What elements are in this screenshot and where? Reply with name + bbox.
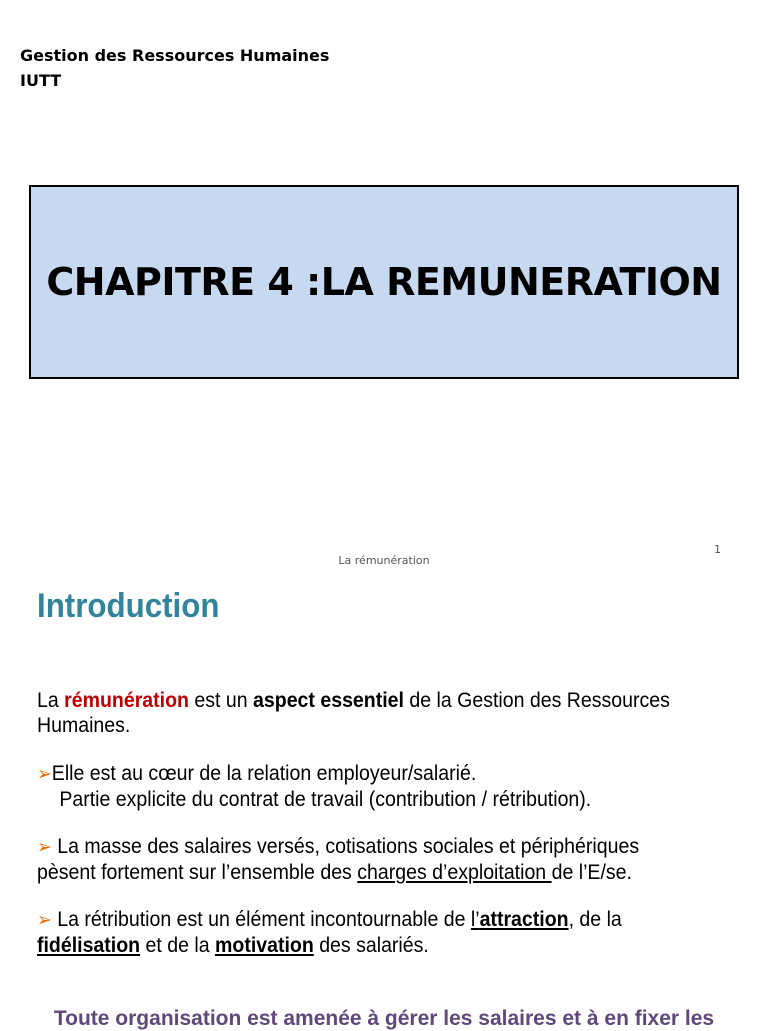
arrow-bullet-icon: ➢ — [37, 837, 52, 858]
paragraph-1 — [37, 688, 688, 738]
text: La rétribution est un élément incontournable de — [51, 908, 471, 931]
text: l’ — [470, 908, 480, 931]
text: des salariés. — [313, 934, 429, 957]
text: de l’E/se. — [551, 861, 632, 884]
page-number: 1 — [714, 543, 721, 556]
conclusion-text: Toute organisation est amenée à gérer les salaires et à en fixer les — [53, 1007, 715, 1030]
text: La masse des salaires versés, cotisations sociales et périphériques pèsent fortement sur l’ensemble des — [37, 835, 640, 884]
bullet-1-line2: Partie explicite du contrat de travail (contribution / rétribution). — [59, 788, 592, 811]
bullet-3 — [37, 907, 688, 958]
bullet-1 — [37, 761, 688, 812]
keyword-fidelisation: fidélisation — [37, 934, 141, 957]
text: de la Gestion des Ressources Humaines. — [37, 689, 670, 737]
text: est un — [188, 689, 254, 712]
keyword-remuneration: rémunération — [64, 689, 189, 712]
text: et de la — [140, 934, 216, 957]
text: La — [37, 689, 65, 712]
course-name: Gestion des Ressources Humaines — [20, 46, 330, 65]
text: , de la — [568, 908, 622, 931]
keyword-charges-exploitation: charges d’exploitation — [357, 861, 552, 884]
arrow-bullet-icon: ➢ — [37, 910, 52, 931]
institution-name: IUTT — [20, 71, 62, 90]
arrow-bullet-icon: ➢ — [37, 764, 52, 785]
bullet-1-line1: Elle est au cœur de la relation employeur/salarié. — [51, 762, 477, 785]
slide-footer: La rémunération — [338, 554, 430, 567]
keyword-motivation: motivation — [215, 934, 314, 957]
course-header — [20, 43, 329, 93]
bullet-2 — [37, 834, 688, 885]
chapter-title: CHAPITRE 4 :LA REMUNERATION — [46, 260, 722, 304]
keyword-aspect-essentiel: aspect essentiel — [253, 689, 404, 712]
keyword-attraction: attraction — [479, 908, 569, 931]
section-heading: Introduction — [37, 587, 220, 625]
chapter-title-box — [29, 185, 739, 379]
